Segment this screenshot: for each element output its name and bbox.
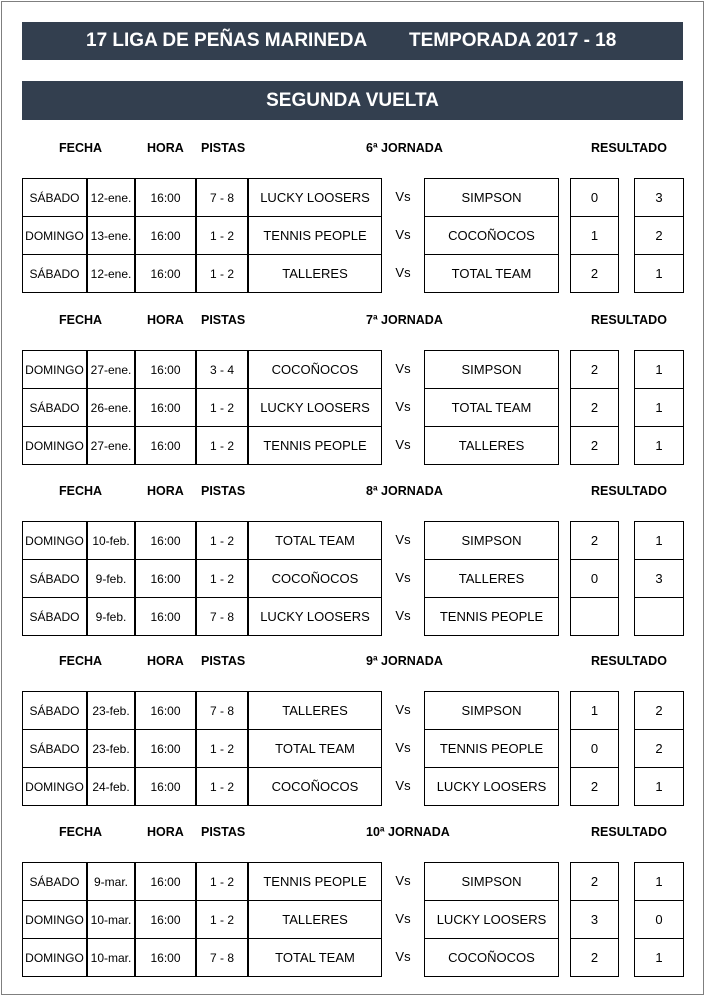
match-away-cell: SIMPSON [424, 178, 559, 217]
match-courts-cell: 7 - 8 [196, 691, 248, 730]
match-score-home-cell: 2 [570, 862, 619, 901]
title-banner [22, 22, 683, 60]
match-away-cell: COCOÑOCOS [424, 938, 559, 977]
match-score-home-cell: 2 [570, 350, 619, 389]
subtitle-banner [22, 81, 683, 120]
header-resultado: RESULTADO [591, 825, 667, 839]
vs-label: Vs [395, 361, 411, 376]
match-time-cell: 16:00 [135, 254, 196, 293]
match-away-cell: TOTAL TEAM [424, 388, 559, 427]
match-score-away-cell: 3 [634, 178, 684, 217]
match-time-cell: 16:00 [135, 938, 196, 977]
match-score-away-cell: 1 [634, 767, 684, 806]
match-courts-cell: 7 - 8 [196, 597, 248, 636]
match-home-cell: TALLERES [248, 691, 382, 730]
match-courts-cell: 1 - 2 [196, 767, 248, 806]
header-pistas: PISTAS [201, 313, 246, 327]
match-courts-cell: 1 - 2 [196, 388, 248, 427]
match-time-cell: 16:00 [135, 350, 196, 389]
match-score-away-cell: 2 [634, 691, 684, 730]
vs-label: Vs [395, 873, 411, 888]
match-courts-cell: 7 - 8 [196, 178, 248, 217]
match-day-cell: SÁBADO [22, 729, 87, 768]
match-away-cell: TALLERES [424, 426, 559, 465]
header-fecha: FECHA [59, 484, 103, 498]
match-away-cell: SIMPSON [424, 862, 559, 901]
match-away-cell: TALLERES [424, 559, 559, 598]
match-away-cell: TENNIS PEOPLE [424, 597, 559, 636]
match-time-cell: 16:00 [135, 388, 196, 427]
jornada-title: 7ª JORNADA [366, 313, 443, 327]
match-home-cell: TOTAL TEAM [248, 938, 382, 977]
match-date-cell: 12-ene. [87, 178, 135, 217]
match-time-cell: 16:00 [135, 597, 196, 636]
match-home-cell: TENNIS PEOPLE [248, 862, 382, 901]
header-hora: HORA [147, 141, 184, 155]
match-home-cell: LUCKY LOOSERS [248, 178, 382, 217]
match-score-home-cell: 0 [570, 178, 619, 217]
header-pistas: PISTAS [201, 484, 246, 498]
match-day-cell: DOMINGO [22, 426, 87, 465]
header-pistas: PISTAS [201, 654, 246, 668]
match-score-away-cell: 1 [634, 388, 684, 427]
jornada-title: 9ª JORNADA [366, 654, 443, 668]
match-date-cell: 27-ene. [87, 426, 135, 465]
match-score-home-cell: 2 [570, 938, 619, 977]
match-courts-cell: 1 - 2 [196, 900, 248, 939]
season-title: TEMPORADA 2017 - 18 [409, 30, 617, 51]
match-home-cell: TENNIS PEOPLE [248, 426, 382, 465]
match-day-cell: SÁBADO [22, 862, 87, 901]
match-away-cell: TOTAL TEAM [424, 254, 559, 293]
match-date-cell: 27-ene. [87, 350, 135, 389]
match-away-cell: COCOÑOCOS [424, 216, 559, 255]
match-date-cell: 24-feb. [87, 767, 135, 806]
match-courts-cell: 1 - 2 [196, 729, 248, 768]
vs-label: Vs [395, 608, 411, 623]
vs-label: Vs [395, 227, 411, 242]
match-day-cell: SÁBADO [22, 388, 87, 427]
match-day-cell: DOMINGO [22, 900, 87, 939]
match-date-cell: 9-feb. [87, 597, 135, 636]
match-score-away-cell: 3 [634, 559, 684, 598]
match-courts-cell: 1 - 2 [196, 216, 248, 255]
match-time-cell: 16:00 [135, 426, 196, 465]
match-home-cell: COCOÑOCOS [248, 350, 382, 389]
match-score-home-cell: 2 [570, 388, 619, 427]
match-date-cell: 9-mar. [87, 862, 135, 901]
match-day-cell: DOMINGO [22, 350, 87, 389]
match-date-cell: 23-feb. [87, 729, 135, 768]
match-away-cell: LUCKY LOOSERS [424, 767, 559, 806]
league-title: 17 LIGA DE PEÑAS MARINEDA [86, 30, 368, 51]
match-courts-cell: 3 - 4 [196, 350, 248, 389]
match-score-away-cell: 1 [634, 862, 684, 901]
match-courts-cell: 1 - 2 [196, 862, 248, 901]
vs-label: Vs [395, 949, 411, 964]
header-pistas: PISTAS [201, 825, 246, 839]
match-away-cell: SIMPSON [424, 521, 559, 560]
match-courts-cell: 1 - 2 [196, 521, 248, 560]
jornada-title: 8ª JORNADA [366, 484, 443, 498]
match-home-cell: LUCKY LOOSERS [248, 597, 382, 636]
vs-label: Vs [395, 702, 411, 717]
match-away-cell: SIMPSON [424, 350, 559, 389]
match-date-cell: 10-mar. [87, 900, 135, 939]
match-score-away-cell: 1 [634, 938, 684, 977]
match-time-cell: 16:00 [135, 521, 196, 560]
vs-label: Vs [395, 265, 411, 280]
match-score-away-cell: 1 [634, 254, 684, 293]
match-score-home-cell: 0 [570, 559, 619, 598]
match-date-cell: 10-feb. [87, 521, 135, 560]
match-score-away-cell: 0 [634, 900, 684, 939]
header-hora: HORA [147, 654, 184, 668]
match-score-home-cell [570, 597, 619, 636]
subtitle: SEGUNDA VUELTA [266, 89, 439, 111]
match-day-cell: SÁBADO [22, 178, 87, 217]
match-home-cell: LUCKY LOOSERS [248, 388, 382, 427]
match-away-cell: LUCKY LOOSERS [424, 900, 559, 939]
match-day-cell: DOMINGO [22, 767, 87, 806]
header-fecha: FECHA [59, 313, 103, 327]
match-home-cell: TENNIS PEOPLE [248, 216, 382, 255]
match-score-away-cell: 1 [634, 350, 684, 389]
header-resultado: RESULTADO [591, 313, 667, 327]
match-courts-cell: 1 - 2 [196, 426, 248, 465]
vs-label: Vs [395, 570, 411, 585]
match-time-cell: 16:00 [135, 729, 196, 768]
header-resultado: RESULTADO [591, 654, 667, 668]
match-day-cell: DOMINGO [22, 521, 87, 560]
match-home-cell: TOTAL TEAM [248, 729, 382, 768]
jornada-title: 6ª JORNADA [366, 141, 443, 155]
match-time-cell: 16:00 [135, 178, 196, 217]
match-score-home-cell: 0 [570, 729, 619, 768]
match-home-cell: TOTAL TEAM [248, 521, 382, 560]
match-away-cell: TENNIS PEOPLE [424, 729, 559, 768]
match-date-cell: 10-mar. [87, 938, 135, 977]
match-score-home-cell: 2 [570, 521, 619, 560]
match-courts-cell: 1 - 2 [196, 559, 248, 598]
match-home-cell: TALLERES [248, 900, 382, 939]
match-score-away-cell: 2 [634, 729, 684, 768]
header-hora: HORA [147, 825, 184, 839]
vs-label: Vs [395, 740, 411, 755]
match-score-away-cell [634, 597, 684, 636]
match-day-cell: SÁBADO [22, 254, 87, 293]
match-time-cell: 16:00 [135, 862, 196, 901]
header-pistas: PISTAS [201, 141, 246, 155]
match-away-cell: SIMPSON [424, 691, 559, 730]
match-date-cell: 23-feb. [87, 691, 135, 730]
match-score-home-cell: 3 [570, 900, 619, 939]
match-date-cell: 12-ene. [87, 254, 135, 293]
vs-label: Vs [395, 778, 411, 793]
match-home-cell: COCOÑOCOS [248, 767, 382, 806]
match-time-cell: 16:00 [135, 767, 196, 806]
header-hora: HORA [147, 313, 184, 327]
header-resultado: RESULTADO [591, 141, 667, 155]
jornada-title: 10ª JORNADA [366, 825, 450, 839]
vs-label: Vs [395, 189, 411, 204]
match-score-away-cell: 1 [634, 521, 684, 560]
match-day-cell: DOMINGO [22, 216, 87, 255]
match-date-cell: 26-ene. [87, 388, 135, 427]
header-fecha: FECHA [59, 141, 103, 155]
header-fecha: FECHA [59, 825, 103, 839]
match-courts-cell: 7 - 8 [196, 938, 248, 977]
match-time-cell: 16:00 [135, 559, 196, 598]
match-home-cell: TALLERES [248, 254, 382, 293]
vs-label: Vs [395, 437, 411, 452]
match-date-cell: 13-ene. [87, 216, 135, 255]
match-date-cell: 9-feb. [87, 559, 135, 598]
match-score-home-cell: 2 [570, 254, 619, 293]
match-time-cell: 16:00 [135, 691, 196, 730]
match-day-cell: SÁBADO [22, 597, 87, 636]
match-day-cell: DOMINGO [22, 938, 87, 977]
match-time-cell: 16:00 [135, 900, 196, 939]
match-day-cell: SÁBADO [22, 559, 87, 598]
match-score-away-cell: 2 [634, 216, 684, 255]
vs-label: Vs [395, 399, 411, 414]
match-score-home-cell: 1 [570, 691, 619, 730]
header-fecha: FECHA [59, 654, 103, 668]
match-score-home-cell: 2 [570, 426, 619, 465]
match-score-home-cell: 2 [570, 767, 619, 806]
match-score-home-cell: 1 [570, 216, 619, 255]
match-day-cell: SÁBADO [22, 691, 87, 730]
match-courts-cell: 1 - 2 [196, 254, 248, 293]
match-home-cell: COCOÑOCOS [248, 559, 382, 598]
match-time-cell: 16:00 [135, 216, 196, 255]
header-resultado: RESULTADO [591, 484, 667, 498]
match-score-away-cell: 1 [634, 426, 684, 465]
vs-label: Vs [395, 911, 411, 926]
vs-label: Vs [395, 532, 411, 547]
header-hora: HORA [147, 484, 184, 498]
